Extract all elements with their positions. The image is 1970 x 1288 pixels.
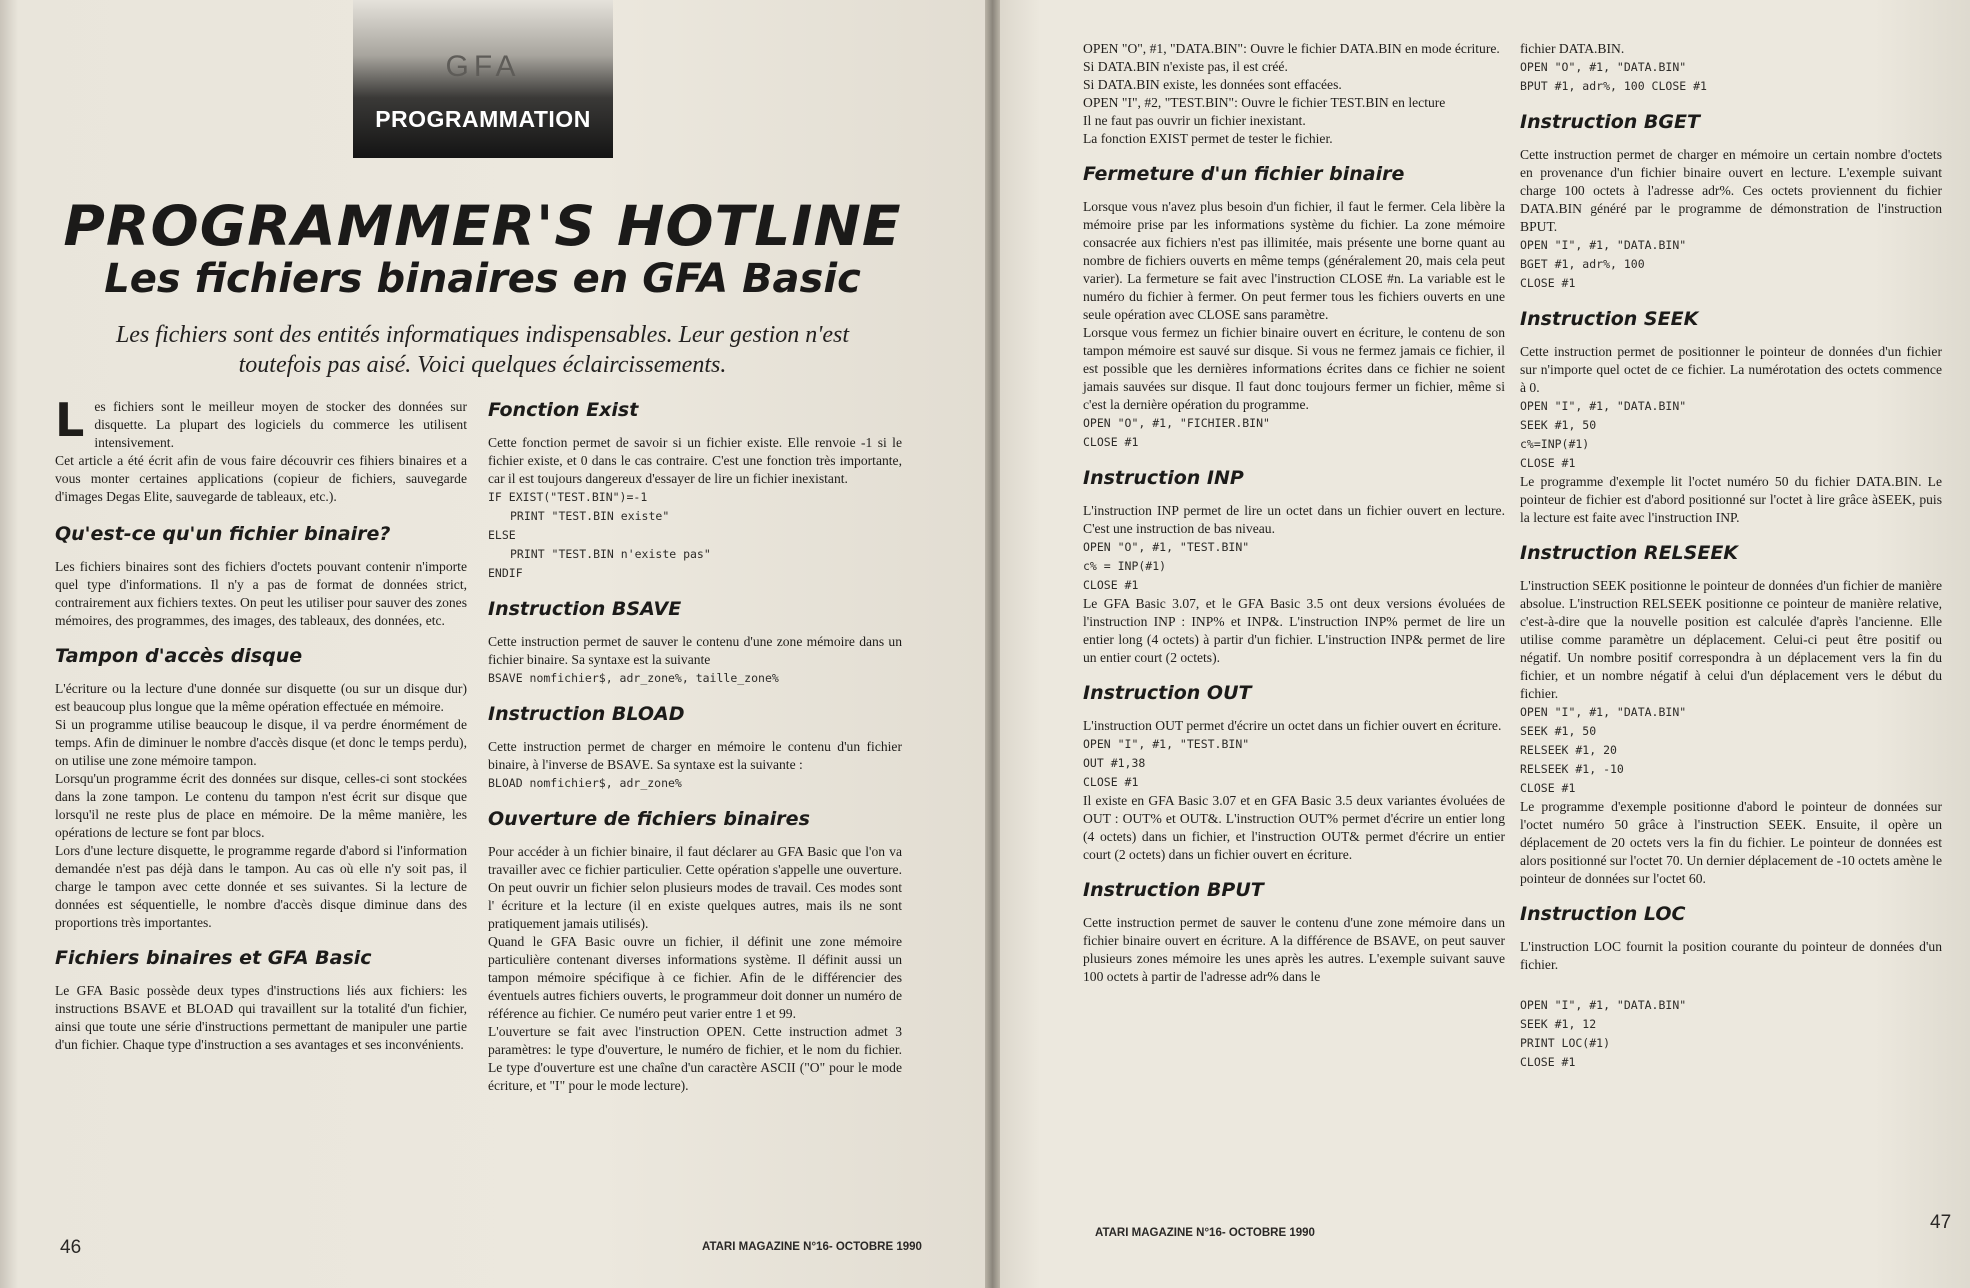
right-page — [1000, 0, 1970, 1288]
code-line: OPEN "I", #1, "DATA.BIN" — [1520, 238, 1687, 252]
heading-bsave: Instruction BSAVE — [488, 598, 682, 620]
code-line: BSAVE nomfichier$, adr_zone%, taille_zone% — [488, 671, 779, 685]
spacer — [1520, 974, 1942, 996]
code-line: c%=INP(#1) — [1520, 437, 1590, 451]
heading-bload: Instruction BLOAD — [488, 703, 685, 725]
code-line: IF EXIST("TEST.BIN")=-1 — [488, 490, 648, 504]
heading-binaire: Qu'est-ce qu'un fichier binaire? — [55, 523, 391, 545]
article-title: PROGRAMMER'S HOTLINE — [63, 194, 902, 258]
code-line: OPEN "I", #1, "DATA.BIN" — [1520, 998, 1687, 1012]
paragraph: L'instruction OUT permet d'écrire un octet dans un fichier ouvert en écriture. — [1083, 718, 1502, 733]
paragraph: Le GFA Basic possède deux types d'instructions liés aux fichiers: les instructions BSAVE et BLOAD qui travaillent sur la totalité d'un fichier, ainsi que toute une série d'instructions permettant de manipuler une partie d'un fichier. Chaque type d'instruction a ses avantages et ses inconvénients. — [55, 983, 467, 1052]
code-line: SEEK #1, 12 — [1520, 1017, 1597, 1031]
rubric-section: PROGRAMMATION — [375, 106, 591, 132]
paragraph: Cette instruction permet de charger en mémoire un certain nombre d'octets en provenance d'un fichier binaire ouvert en lecture. L'exemple suivant charge 100 octets à l'adresse adr%. Ces octets proviennent du fichier DATA.BIN généré par le programme de démonstration de l'instruction BPUT. — [1520, 147, 1942, 234]
paragraph: Si un programme utilise beaucoup le disque, il va perdre énormément de temps. Afin de diminuer le nombre d'accès disque (et donc le temps perdu), on utilise une zone mémoire tampon. — [55, 717, 467, 768]
paragraph: Cette fonction permet de savoir si un fichier existe. Elle renvoie -1 si le fichier existe, et 0 dans le cas contraire. C'est une fonction très importante, car il est toujours dangereux d'essayer de lire un fichier inexistant. — [488, 435, 902, 486]
code-line: BGET #1, adr%, 100 — [1520, 257, 1645, 271]
heading-gfa: Fichiers binaires et GFA Basic — [55, 947, 372, 969]
heading-out: Instruction OUT — [1083, 682, 1252, 704]
paragraph: Cette instruction permet de positionner le pointeur de données d'un fichier sur n'importe quel octet de ce fichier. La numérotation des octets commence à 0. — [1520, 344, 1942, 395]
drop-cap: L — [55, 393, 85, 447]
code-line: OPEN "O", #1, "DATA.BIN" — [1520, 60, 1687, 74]
heading-exist: Fonction Exist — [488, 399, 639, 421]
heading-fermeture: Fermeture d'un fichier binaire — [1083, 163, 1405, 185]
column-3 — [1083, 40, 1505, 986]
code-line: CLOSE #1 — [1083, 775, 1139, 789]
code-line: OPEN "O", #1, "TEST.BIN" — [1083, 540, 1250, 554]
code-line: CLOSE #1 — [1520, 276, 1576, 290]
code-line: CLOSE #1 — [1083, 435, 1139, 449]
folio-right: ATARI MAGAZINE N°16- OCTOBRE 1990 — [1095, 1227, 1315, 1239]
heading-inp: Instruction INP — [1083, 467, 1244, 489]
code-line: RELSEEK #1, -10 — [1520, 762, 1624, 776]
paragraph: Si DATA.BIN existe, les données sont effacées. — [1083, 77, 1342, 92]
code-line: CLOSE #1 — [1520, 456, 1576, 470]
code-line: BLOAD nomfichier$, adr_zone% — [488, 776, 682, 790]
paragraph: Quand le GFA Basic ouvre un fichier, il définit une zone mémoire particulière contenant diverses informations système. Il définit aussi un tampon mémoire spécifique à ce fichier. Afin de le différencier des éventuels autres fichiers ouverts, le programmeur doit donner un numéro de référence au fichier. Ce numéro peut varier entre 1 et 99. — [488, 934, 902, 1021]
paragraph: Le GFA Basic 3.07, et le GFA Basic 3.5 ont deux versions évoluées de l'instruction INP : INP% et INP&. L'instruction INP% permet de lire un entier long (4 octets) à partir d'un fichier. L'instruction INP& permet de lire un entier court (2 octets). — [1083, 596, 1505, 665]
code-line: BPUT #1, adr%, 100 CLOSE #1 — [1520, 79, 1707, 93]
heading-bput: Instruction BPUT — [1083, 879, 1264, 901]
paragraph: Il existe en GFA Basic 3.07 et en GFA Basic 3.5 deux variantes évoluées de OUT : OUT% et OUT&. L'instruction OUT% permet d'écrire un entier long (4 octets) dans un fichier, et l'instruction OUT& permet d'écrire un entier court (2 octets) dans un fichier ouvert en écriture. — [1083, 793, 1505, 862]
paragraph: L'ouverture se fait avec l'instruction OPEN. Cette instruction admet 3 paramètres: le type d'ouverture, le numéro de fichier, et le nom du fichier. Le type d'ouverture est une chaîne d'un caractère ASCII ("O" pour le mode écriture, et "I" pour le mode lecture). — [488, 1024, 902, 1093]
binding-gutter — [985, 0, 1000, 1288]
heading-seek: Instruction SEEK — [1520, 308, 1699, 330]
heading-loc: Instruction LOC — [1520, 903, 1686, 925]
article-lead: Les fichiers sont des entités informatiques indispensables. Leur gestion n'est toutefois pas aisé. Voici quelques éclaircissements. — [115, 322, 850, 378]
paragraph: L'instruction SEEK positionne le pointeur de données d'un fichier de manière absolue. L'instruction RELSEEK positionne ce pointeur de manière relative, c'est-à-dire que la nouvelle position est calculée d'après l'ancienne. Elle utilise comme paramètre un déplacement. Celui-ci peut être positif ou négatif. Un nombre positif correspondra à un déplacement vers la fin du fichier, et un nombre négatif à celui d'un déplacement vers le début du fichier. — [1520, 578, 1942, 701]
paragraph: L'instruction LOC fournit la position courante du pointeur de données d'un fichier. — [1520, 939, 1942, 972]
paragraph: Cette instruction permet de sauver le contenu d'une zone mémoire dans un fichier binaire ouvert en écriture. A la différence de BSAVE, on peut sauver plusieurs zones mémoire les unes après les autres. L'exemple suivant sauve 100 octets à partir de l'adresse adr% dans le — [1083, 915, 1505, 984]
code-line: ELSE — [488, 528, 516, 542]
paragraph: Cette instruction permet de sauver le contenu d'une zone mémoire dans un fichier binaire. Sa syntaxe est la suivante — [488, 634, 902, 667]
paragraph: Lorsque vous n'avez plus besoin d'un fichier, il faut le fermer. Cela libère la mémoire prise par les informations système du fichier. La zone mémoire consacrée aux fichiers n'est pas illimitée, mais présente une borne quant au nombre de fichiers ouverts en même temps (généralement 20, mais cela peut varier). La fermeture se fait avec l'instruction CLOSE #n. La variable est le numéro du fichier à fermer. On peut fermer tous les fichiers ouverts en une seule opération avec CLOSE sans paramètre. — [1083, 199, 1505, 322]
folio-left: ATARI MAGAZINE N°16- OCTOBRE 1990 — [702, 1241, 922, 1253]
paragraph: Lorsque vous fermez un fichier binaire ouvert en écriture, le contenu de son tampon mémoire est sauvé sur disque. Si vous ne fermez jamais ce fichier, il est possible que les dernières informations écrites dans ce fichier ne soient jamais sauvées sur disque. Il faut donc toujours fermer un fichier, même si c'est la dernière opération du programme. — [1083, 325, 1505, 412]
rubric-brand: GFA — [445, 50, 521, 83]
paragraph: L'écriture ou la lecture d'une donnée sur disquette (ou sur un disque dur) est beaucoup plus longue que la même opération effectuée en mémoire. — [55, 681, 467, 714]
column-1 — [55, 393, 467, 1054]
paragraph: Lorsqu'un programme écrit des données sur disque, celles-ci sont stockées dans la zone tampon. Le contenu du tampon n'est écrit sur disque que lorsqu'il ne reste plus de place en mémoire. De la même manière, les opérations de lecture se font par blocs. — [55, 771, 467, 840]
intro-paragraph — [55, 393, 467, 452]
code-line: PRINT "TEST.BIN existe" — [510, 509, 670, 523]
code-line: SEEK #1, 50 — [1520, 724, 1597, 738]
code-line: OPEN "I", #1, "DATA.BIN" — [1520, 705, 1687, 719]
column-2 — [488, 398, 902, 1095]
page-number-left: 46 — [60, 1237, 82, 1258]
paragraph: Il ne faut pas ouvrir un fichier inexistant. — [1083, 113, 1306, 128]
code-line: CLOSE #1 — [1520, 781, 1576, 795]
intro-text: es fichiers sont le meilleur moyen de stocker des données sur disquette. La plupart des logiciels du commerce les utilisent intensivement. — [94, 399, 467, 450]
code-line: ENDIF — [488, 566, 523, 580]
paragraph: OPEN "I", #2, "TEST.BIN": Ouvre le fichier TEST.BIN en lecture — [1083, 95, 1446, 110]
code-line: c% = INP(#1) — [1083, 559, 1167, 573]
code-line: OPEN "I", #1, "TEST.BIN" — [1083, 737, 1250, 751]
paragraph: Cette instruction permet de charger en mémoire le contenu d'un fichier binaire, à l'inverse de BSAVE. Sa syntaxe est la suivante : — [488, 739, 902, 772]
paragraph: OPEN "O", #1, "DATA.BIN": Ouvre le fichier DATA.BIN en mode écriture. — [1083, 41, 1500, 56]
code-line: OPEN "I", #1, "DATA.BIN" — [1520, 399, 1687, 413]
column-4 — [1520, 40, 1942, 1072]
paragraph: Pour accéder à un fichier binaire, il faut déclarer au GFA Basic que l'on va travailler avec ce fichier particulier. Cette opération s'appelle une ouverture. On peut ouvrir un fichier selon plusieurs modes de travail. Ces modes sont l' écriture et la lecture (il en existe quelques autres, mais ils ne sont pratiquement jamais utilisés). — [488, 844, 902, 931]
code-line: CLOSE #1 — [1520, 1055, 1576, 1069]
page-number-right: 47 — [1930, 1212, 1952, 1233]
heading-tampon: Tampon d'accès disque — [55, 645, 303, 667]
paragraph: Le programme d'exemple positionne d'abord le pointeur de données sur l'octet numéro 50 grâce à l'instruction SEEK. Ensuite, il opère un déplacement de 20 octets vers la fin du fichier. Le pointeur de données est alors positionné sur l'octet 70. Un dernier déplacement de -10 octets amène le pointeur de données sur l'octet 60. — [1520, 799, 1942, 886]
heading-relseek: Instruction RELSEEK — [1520, 542, 1739, 564]
paragraph: fichier DATA.BIN. — [1520, 41, 1625, 56]
code-line: OUT #1,38 — [1083, 756, 1146, 770]
paragraph: La fonction EXIST permet de tester le fichier. — [1083, 131, 1333, 146]
heading-ouverture: Ouverture de fichiers binaires — [488, 808, 810, 830]
paragraph: Cet article a été écrit afin de vous faire découvrir ces fihiers binaires et a vous monter certaines applications (copieur de fichiers, sauvegarde d'images Degas Elite, sauvegarde de tableaux, etc.). — [55, 453, 467, 504]
code-line: PRINT "TEST.BIN n'existe pas" — [510, 547, 711, 561]
code-line: RELSEEK #1, 20 — [1520, 743, 1617, 757]
code-line: OPEN "O", #1, "FICHIER.BIN" — [1083, 416, 1270, 430]
section-rubric — [353, 0, 613, 158]
paragraph: Le programme d'exemple lit l'octet numéro 50 du fichier DATA.BIN. Le pointeur de fichier est d'abord positionné sur l'octet à lire grâce àSEEK, puis la lecture est faite avec l'instruction INP. — [1520, 474, 1942, 525]
paragraph: Lors d'une lecture disquette, le programme regarde d'abord si l'information demandée n'est pas déjà dans le tampon. Au cas où elle n'y soit pas, il charge le tampon avec cette donnée et ses suivantes. Si la lecture de données est séquentielle, le nombre d'accès disque diminue dans des proportions très importantes. — [55, 843, 467, 930]
paragraph: L'instruction INP permet de lire un octet dans un fichier ouvert en lecture. C'est une instruction de bas niveau. — [1083, 503, 1505, 536]
heading-bget: Instruction BGET — [1520, 111, 1700, 133]
paragraph: Si DATA.BIN n'existe pas, il est créé. — [1083, 59, 1288, 74]
code-line: PRINT LOC(#1) — [1520, 1036, 1611, 1050]
article-subtitle: Les fichiers binaires en GFA Basic — [104, 256, 861, 302]
paragraph: Les fichiers binaires sont des fichiers d'octets pouvant contenir n'importe quel type d'informations. Il n'y a pas de format de données strict, contrairement aux fichiers textes. On peut les utiliser pour sauver des zones mémoires, des programmes, des images, des tableaux, des données, etc. — [55, 559, 467, 628]
code-line: SEEK #1, 50 — [1520, 418, 1597, 432]
code-line: CLOSE #1 — [1083, 578, 1139, 592]
